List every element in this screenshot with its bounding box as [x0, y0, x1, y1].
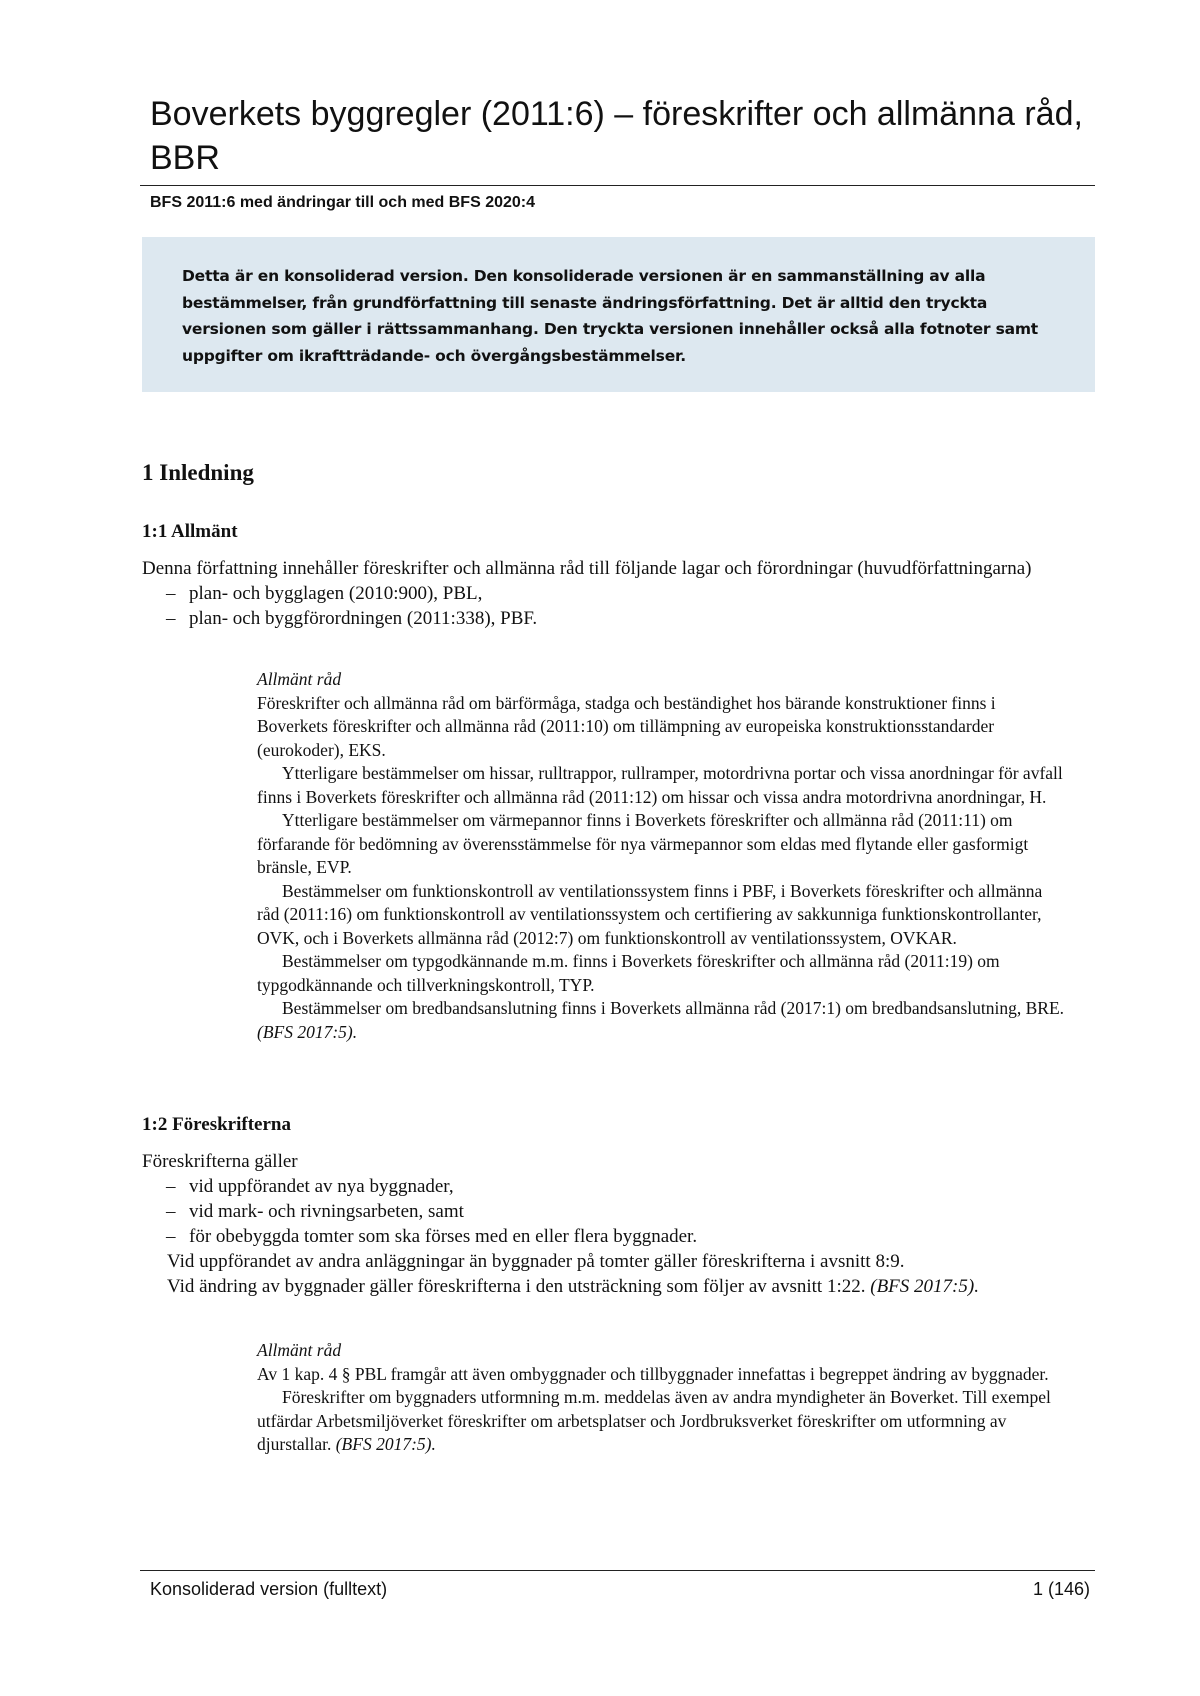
chapter-heading: 1 Inledning — [142, 460, 254, 485]
advice-paragraph: Föreskrifter och allmänna råd om bärförmåga, stadga och beständighet hos bärande konstruktioner finns i Boverkets föreskrifter och allmänna råd (2011:10) om tillämpning av europeiska konstruktionsstandarder (eurokoder), EKS. — [257, 692, 996, 760]
scope-list — [142, 1174, 1092, 1249]
main-statutes-list — [142, 581, 1092, 631]
dash-bullet: – — [166, 583, 176, 604]
list-item: – plan- och bygglagen (2010:900), PBL, — [166, 583, 483, 604]
advice-paragraph: Ytterligare bestämmelser om värmepannor finns i Boverkets föreskrifter och allmänna råd (2011:11) om förfarande för bedömning av överensstämmelse för nya värmepannor som eldas med flytande eller gasformigt bränsle, EVP. — [257, 810, 1029, 877]
list-item: – plan- och byggförordningen (2011:338), PBF. — [166, 608, 538, 629]
list-item: – vid uppförandet av nya byggnader, — [166, 1176, 454, 1197]
list-item: – vid mark- och rivningsarbeten, samt — [166, 1201, 464, 1222]
consolidated-version-notice — [142, 237, 1095, 392]
document-title: Boverkets byggregler (2011:6) – föreskrifter och allmänna råd, BBR — [150, 95, 1083, 177]
section-heading-1-2: 1:2 Föreskrifterna — [142, 1114, 291, 1135]
dash-bullet: – — [166, 608, 176, 629]
document-subtitle: BFS 2011:6 med ändringar till och med BFS 2020:4 — [150, 194, 536, 211]
dash-bullet: – — [166, 1226, 176, 1247]
advice-paragraph: Bestämmelser om typgodkännande m.m. finns i Boverkets föreskrifter och allmänna råd (2011:19) om typgodkännande och tillverkningskontroll, TYP. — [257, 951, 1000, 995]
section-intro: Denna författning innehåller föreskrifter och allmänna råd till följande lagar och förordningar (huvudförfattningarna) — [142, 558, 1032, 579]
advice-paragraph: Bestämmelser om funktionskontroll av ventilationssystem finns i PBF, i Boverkets föreskrifter och allmänna råd (2011:16) om funktionskontroll av ventilationssystem och certifiering av sakkunniga funktionskontrollanter, OVK, och i Boverkets allmänna råd (2012:7) om funktionskontroll av ventilationssystem, OVKAR. — [257, 880, 1043, 948]
section-1-2-body — [142, 1149, 1092, 1299]
advice-paragraph: Ytterligare bestämmelser om hissar, rulltrappor, rullramper, motordrivna portar och vissa anordningar för avfall finns i Boverkets föreskrifter och allmänna råd (2011:12) om hissar och vissa andra motordrivna anordningar, H. — [257, 763, 1063, 807]
dash-bullet: – — [166, 1176, 176, 1197]
notice-text: Detta är en konsoliderad version. Den konsoliderade versionen är en sammanställning av alla bestämmelser, från grundförfattning till senaste ändringsförfattning. Det är alltid den tryckta versionen som gäller i rättssammanhang. Den tryckta versionen innehåller också alla fotnoter samt uppgifter om ikraftträdande- och övergångsbestämmelser. — [182, 267, 1039, 365]
general-advice-label: Allmänt råd — [257, 669, 342, 689]
title-divider — [140, 185, 1095, 186]
general-advice-1-1 — [257, 668, 1067, 1044]
amendment-reference: (BFS 2017:5). — [870, 1276, 979, 1297]
body-paragraph: Vid uppförandet av andra anläggningar än byggnader på tomter gäller föreskrifterna i avsnitt 8:9. — [167, 1251, 905, 1272]
list-item: – för obebyggda tomter som ska förses med en eller flera byggnader. — [166, 1226, 698, 1247]
footer-divider — [140, 1570, 1095, 1571]
dash-bullet: – — [166, 1201, 176, 1222]
advice-paragraph-last: Föreskrifter om byggnaders utformning m.m. meddelas även av andra myndigheter än Boverket. Till exempel utfärdar Arbetsmiljöverket föreskrifter om arbetsplatser och Jordbruksverket föreskrifter om utformning av djurstallar. (BFS 2017:5). — [257, 1387, 1051, 1454]
advice-paragraph-last: Bestämmelser om bredbandsanslutning finns i Boverkets allmänna råd (2017:1) om bredbandsanslutning, BRE. (BFS 2017:5). — [257, 998, 1065, 1042]
footer-version-label: Konsoliderad version (fulltext) — [150, 1579, 388, 1599]
general-advice-1-2 — [257, 1339, 1067, 1457]
page-number: 1 (146) — [1032, 1579, 1090, 1599]
general-advice-label: Allmänt råd — [257, 1340, 342, 1360]
section-heading-1-1: 1:1 Allmänt — [142, 521, 238, 542]
section-1-1-body — [142, 556, 1092, 631]
amendment-reference: (BFS 2017:5). — [257, 1021, 358, 1042]
section-intro: Föreskrifterna gäller — [142, 1151, 298, 1172]
amendment-reference: (BFS 2017:5). — [335, 1434, 436, 1454]
body-paragraph: Vid ändring av byggnader gäller föreskrifterna i den utsträckning som följer av avsnitt 1:22. (BFS 2017:5). — [167, 1276, 979, 1297]
advice-paragraph: Av 1 kap. 4 § PBL framgår att även ombyggnader och tillbyggnader innefattas i begreppet ändring av byggnader. — [257, 1363, 1049, 1384]
